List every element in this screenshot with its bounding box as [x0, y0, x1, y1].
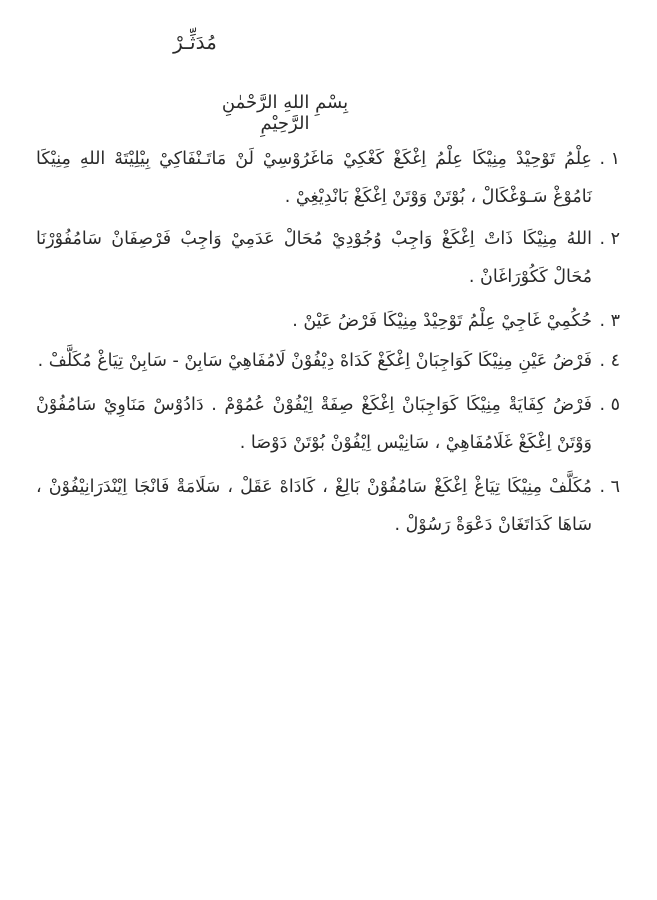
list-item	[36, 220, 620, 296]
list-item	[36, 386, 620, 462]
document-heading: مُدَثِّـرْ	[173, 30, 217, 54]
list-item	[36, 468, 620, 544]
item-number: ٦ .	[599, 477, 620, 497]
basmala-line: بِسْمِ اللهِ الرَّحْمٰنِ الرَّحِيْمِ	[221, 92, 349, 134]
item-text: فَرْضُ كِفَايَةْ مِنِيْكَا كَوَاجِبَانْ اِغْكَغْ صِفَةْ اِيْفُوْنْ عُمُوْمْ . دَادُوْسْ مَنَاوِيْ سَامُفُوْنْ وَوْتَنْ اِغْكَغْ غَلَامُفَاهِيْ ، سَانِيْس اِيْفُوْنْ بُوْتَنْ دَوْصَا .	[36, 395, 592, 453]
item-text: فَرْضُ عَيْنِ مِنِيْكَا كَوَاجِبَانْ اِغْكَغْ كَدَاهْ دِيْفُوْنْ لَامُفَاهِيْ سَابِنْ - سَابِنْ تِيَاغْ مُكَلَّفْ .	[37, 351, 592, 371]
list-item	[36, 140, 620, 216]
item-number: ١ .	[599, 149, 620, 169]
list-item	[36, 342, 620, 380]
item-number: ٥ .	[599, 395, 620, 415]
item-number: ٣ .	[599, 311, 620, 331]
item-text: مُكَلَّفْ مِنِيْكَا تِيَاغْ اِغْكَغْ سَامُفُوْنْ بَالِغْ ، كَادَاهْ عَقَلْ ، سَلَامَةْ فَانْجَا اِيْنْدَرَانِيْفُوْنْ ، سَاهَا كَدَاتَغَانْ دَعْوَةْ رَسُوْلْ .	[36, 477, 592, 535]
list-item	[36, 302, 620, 340]
item-text: اللهُ مِنِيْكَا ذَاتْ اِغْكَغْ وَاجِبْ وُجُوْدِيْ مُحَالْ عَدَمِيْ وَاجِبْ فَرْصِفَانْ سَامُفُوْرْنَا مُحَالْ كَكُوْرَاغَانْ .	[36, 229, 592, 287]
item-text: حُكُمِيْ غَاجِيْ عِلْمُ تَوْحِيْدْ مِنِيْكَا فَرْضُ عَيْنْ .	[292, 311, 592, 331]
item-text: عِلْمُ تَوْحِيْدْ مِنِيْكَا عِلْمُ اِغْكَغْ كَغْكِيْ مَاغَرُوْسِيْ لَنْ مَاتَـنْفَاكِيْ بِيْلِيْتَهْ اللهِ مِنِيْكَا نَامُوْغْ سَـوْغْكَالْ ، بُوْتَنْ وَوْتَنْ اِغْكَغْ بَانْدِيْغِيْ .	[36, 149, 592, 207]
item-number: ٢ .	[599, 229, 620, 249]
numbered-list	[36, 140, 620, 550]
item-number: ٤ .	[599, 351, 620, 371]
